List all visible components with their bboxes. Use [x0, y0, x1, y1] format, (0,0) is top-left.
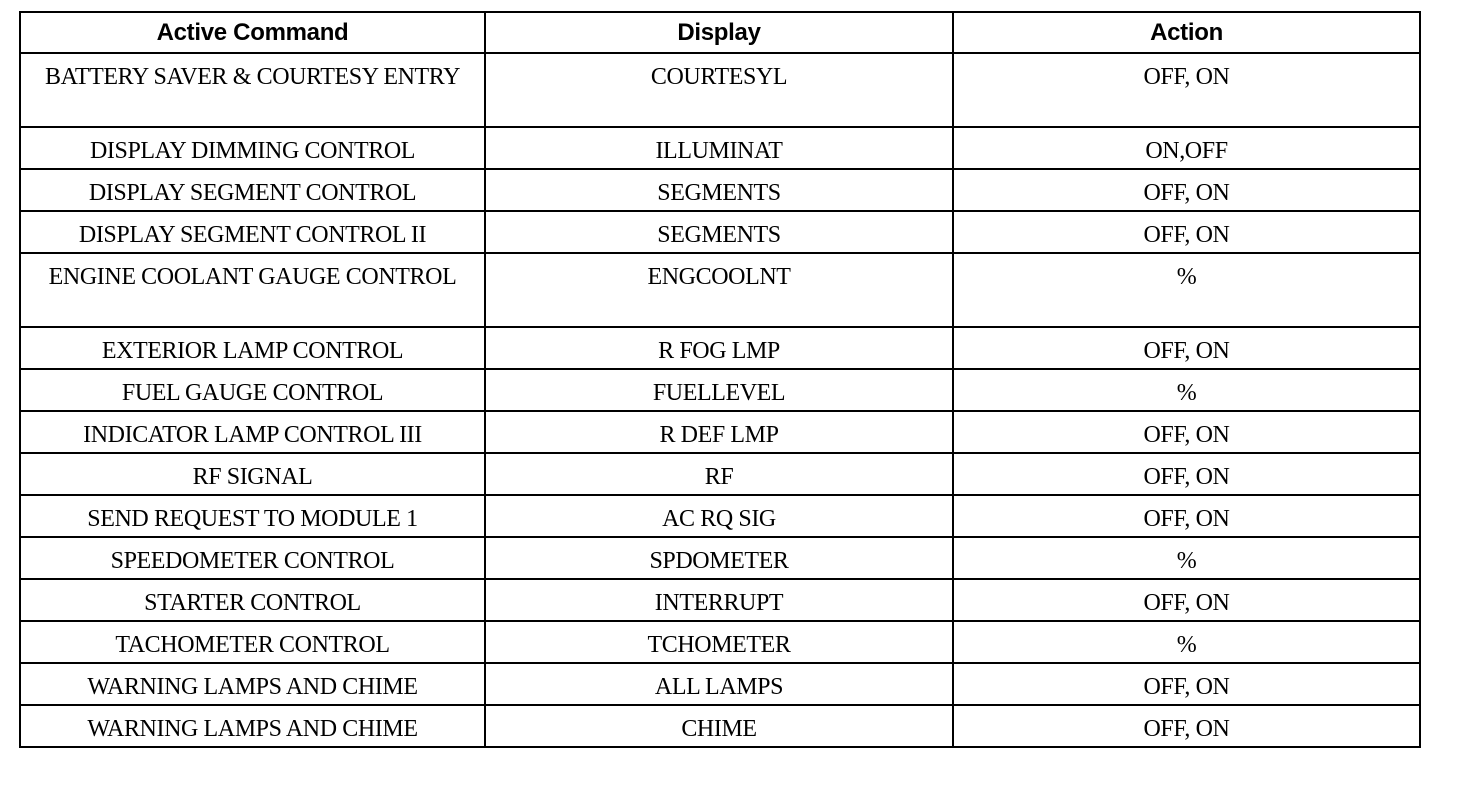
- action-cell: %: [953, 537, 1420, 579]
- active-command-cell: STARTER CONTROL: [20, 579, 485, 621]
- display-cell: ALL LAMPS: [485, 663, 953, 705]
- table-row: [20, 621, 1420, 663]
- table-row: [20, 369, 1420, 411]
- active-command-cell: ENGINE COOLANT GAUGE CONTROL: [20, 253, 485, 327]
- active-command-cell: WARNING LAMPS AND CHIME: [20, 663, 485, 705]
- display-cell: RF: [485, 453, 953, 495]
- action-cell: OFF, ON: [953, 705, 1420, 747]
- action-cell: OFF, ON: [953, 579, 1420, 621]
- display-cell: INTERRUPT: [485, 579, 953, 621]
- display-cell: R DEF LMP: [485, 411, 953, 453]
- header-action: Action: [953, 12, 1420, 53]
- header-display: Display: [485, 12, 953, 53]
- active-command-cell: INDICATOR LAMP CONTROL III: [20, 411, 485, 453]
- display-cell: AC RQ SIG: [485, 495, 953, 537]
- table-header-row: [20, 12, 1420, 53]
- table-row: [20, 127, 1420, 169]
- display-cell: R FOG LMP: [485, 327, 953, 369]
- display-cell: FUELLEVEL: [485, 369, 953, 411]
- active-command-cell: FUEL GAUGE CONTROL: [20, 369, 485, 411]
- table-row: [20, 411, 1420, 453]
- header-active-command: Active Command: [20, 12, 485, 53]
- table-row: [20, 53, 1420, 127]
- display-cell: TCHOMETER: [485, 621, 953, 663]
- action-cell: OFF, ON: [953, 663, 1420, 705]
- table-row: [20, 537, 1420, 579]
- display-cell: ENGCOOLNT: [485, 253, 953, 327]
- active-command-cell: SEND REQUEST TO MODULE 1: [20, 495, 485, 537]
- active-command-cell: TACHOMETER CONTROL: [20, 621, 485, 663]
- active-command-cell: BATTERY SAVER & COURTESY ENTRY: [20, 53, 485, 127]
- table-row: [20, 495, 1420, 537]
- active-command-cell: WARNING LAMPS AND CHIME: [20, 705, 485, 747]
- action-cell: %: [953, 621, 1420, 663]
- active-command-cell: RF SIGNAL: [20, 453, 485, 495]
- active-command-cell: DISPLAY SEGMENT CONTROL: [20, 169, 485, 211]
- table-row: [20, 579, 1420, 621]
- display-cell: COURTESYL: [485, 53, 953, 127]
- display-cell: SEGMENTS: [485, 169, 953, 211]
- table-row: [20, 663, 1420, 705]
- active-command-cell: DISPLAY DIMMING CONTROL: [20, 127, 485, 169]
- display-cell: SEGMENTS: [485, 211, 953, 253]
- action-cell: OFF, ON: [953, 53, 1420, 127]
- table-row: [20, 705, 1420, 747]
- display-cell: CHIME: [485, 705, 953, 747]
- action-cell: OFF, ON: [953, 327, 1420, 369]
- table-row: [20, 253, 1420, 327]
- table-row: [20, 453, 1420, 495]
- display-cell: SPDOMETER: [485, 537, 953, 579]
- table-row: [20, 327, 1420, 369]
- action-cell: OFF, ON: [953, 411, 1420, 453]
- table-row: [20, 169, 1420, 211]
- active-command-cell: DISPLAY SEGMENT CONTROL II: [20, 211, 485, 253]
- action-cell: OFF, ON: [953, 169, 1420, 211]
- action-cell: %: [953, 253, 1420, 327]
- action-cell: OFF, ON: [953, 211, 1420, 253]
- active-command-cell: SPEEDOMETER CONTROL: [20, 537, 485, 579]
- action-cell: ON,OFF: [953, 127, 1420, 169]
- action-cell: OFF, ON: [953, 495, 1420, 537]
- table-row: [20, 211, 1420, 253]
- action-cell: OFF, ON: [953, 453, 1420, 495]
- display-cell: ILLUMINAT: [485, 127, 953, 169]
- active-command-cell: EXTERIOR LAMP CONTROL: [20, 327, 485, 369]
- action-cell: %: [953, 369, 1420, 411]
- active-command-table: [19, 11, 1421, 748]
